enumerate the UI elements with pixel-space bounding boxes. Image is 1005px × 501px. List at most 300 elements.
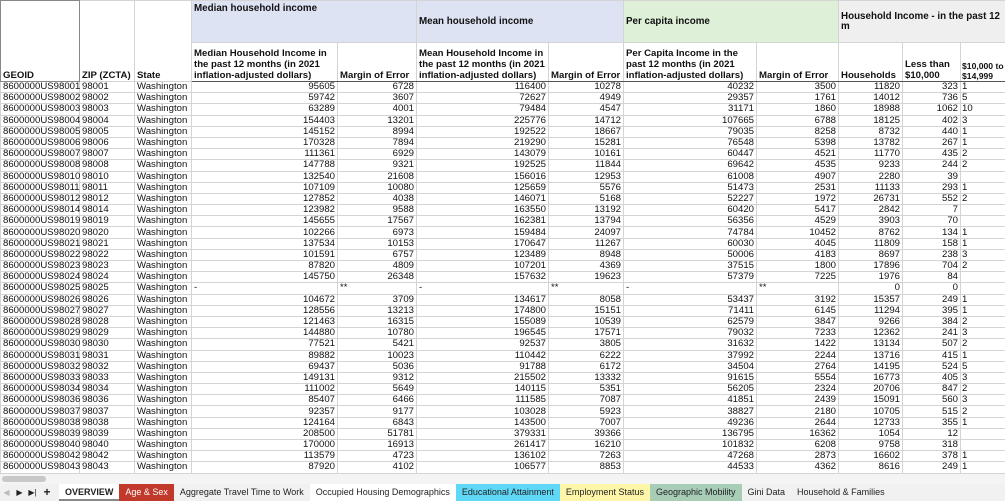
- cell-per-capita-moe[interactable]: 1972: [757, 193, 839, 204]
- cell-mean-income[interactable]: 79484: [417, 104, 549, 115]
- sheet-tab[interactable]: Age & Sex: [119, 484, 174, 501]
- cell-mean-income[interactable]: 110442: [417, 350, 549, 361]
- cell-zip[interactable]: 98010: [80, 171, 135, 182]
- cell-mean-income[interactable]: 196545: [417, 328, 549, 339]
- cell-zip[interactable]: 98003: [80, 104, 135, 115]
- cell-median-income[interactable]: 69437: [192, 361, 338, 372]
- cell-mean-moe[interactable]: 4369: [549, 261, 624, 272]
- cell-less-than-10k[interactable]: 435: [903, 149, 961, 160]
- cell-median-moe[interactable]: 6973: [338, 227, 417, 238]
- cell-mean-income[interactable]: -: [417, 283, 549, 294]
- cell-less-than-10k[interactable]: 84: [903, 272, 961, 283]
- cell-less-than-10k[interactable]: 249: [903, 462, 961, 473]
- cell-median-moe[interactable]: 7894: [338, 137, 417, 148]
- cell-state[interactable]: Washington: [135, 417, 192, 428]
- cell-geoid[interactable]: 8600000US98032: [1, 361, 80, 372]
- cell-geoid[interactable]: 8600000US98043: [1, 462, 80, 473]
- cell-less-than-10k[interactable]: 241: [903, 328, 961, 339]
- cell-per-capita-income[interactable]: 41851: [624, 395, 757, 406]
- cell-per-capita-moe[interactable]: 2531: [757, 182, 839, 193]
- cell-state[interactable]: Washington: [135, 350, 192, 361]
- cell-median-income[interactable]: 63289: [192, 104, 338, 115]
- cell-10k-to-15k[interactable]: 2: [961, 316, 1005, 327]
- cell-per-capita-moe[interactable]: 4362: [757, 462, 839, 473]
- cell-state[interactable]: Washington: [135, 428, 192, 439]
- cell-median-moe[interactable]: 4038: [338, 193, 417, 204]
- cell-median-income[interactable]: 59742: [192, 93, 338, 104]
- cell-per-capita-income[interactable]: 38827: [624, 406, 757, 417]
- cell-state[interactable]: Washington: [135, 171, 192, 182]
- cell-mean-moe[interactable]: 24097: [549, 227, 624, 238]
- cell-zip[interactable]: 98001: [80, 82, 135, 93]
- cell-mean-income[interactable]: 136102: [417, 451, 549, 462]
- cell-households[interactable]: 1976: [839, 272, 903, 283]
- cell-mean-income[interactable]: 92537: [417, 339, 549, 350]
- group-household-income[interactable]: Household Income - in the past 12 m: [839, 1, 1005, 43]
- cell-median-income[interactable]: 149131: [192, 372, 338, 383]
- cell-households[interactable]: 13134: [839, 339, 903, 350]
- cell-per-capita-income[interactable]: 56205: [624, 384, 757, 395]
- cell-median-moe[interactable]: 5649: [338, 384, 417, 395]
- cell-households[interactable]: 17896: [839, 261, 903, 272]
- cell-median-income[interactable]: 123982: [192, 205, 338, 216]
- cell-zip[interactable]: 98028: [80, 316, 135, 327]
- cell-mean-moe[interactable]: 14712: [549, 115, 624, 126]
- cell-geoid[interactable]: 8600000US98023: [1, 261, 80, 272]
- cell-median-moe[interactable]: 6757: [338, 249, 417, 260]
- sheet-tab[interactable]: Geographic Mobility: [650, 484, 742, 501]
- cell-less-than-10k[interactable]: 12: [903, 428, 961, 439]
- cell-per-capita-moe[interactable]: 7225: [757, 272, 839, 283]
- cell-zip[interactable]: 98034: [80, 384, 135, 395]
- cell-per-capita-income[interactable]: 56356: [624, 216, 757, 227]
- cell-mean-income[interactable]: 159484: [417, 227, 549, 238]
- cell-per-capita-income[interactable]: 61008: [624, 171, 757, 182]
- cell-per-capita-moe[interactable]: 6208: [757, 440, 839, 451]
- group-median-household-income[interactable]: Median household income: [192, 1, 417, 43]
- cell-median-income[interactable]: 101591: [192, 249, 338, 260]
- cell-per-capita-income[interactable]: 62579: [624, 316, 757, 327]
- cell-per-capita-moe[interactable]: 1761: [757, 93, 839, 104]
- cell-state[interactable]: Washington: [135, 272, 192, 283]
- cell-households[interactable]: 9233: [839, 160, 903, 171]
- cell-mean-income[interactable]: 107201: [417, 261, 549, 272]
- cell-median-moe[interactable]: 4809: [338, 261, 417, 272]
- cell-median-moe[interactable]: 21608: [338, 171, 417, 182]
- cell-median-moe[interactable]: 6728: [338, 82, 417, 93]
- cell-households[interactable]: 14195: [839, 361, 903, 372]
- cell-zip[interactable]: 98040: [80, 440, 135, 451]
- cell-median-moe[interactable]: 4001: [338, 104, 417, 115]
- cell-less-than-10k[interactable]: 355: [903, 417, 961, 428]
- cell-median-income[interactable]: 144880: [192, 328, 338, 339]
- cell-less-than-10k[interactable]: 395: [903, 305, 961, 316]
- cell-per-capita-moe[interactable]: 2644: [757, 417, 839, 428]
- cell-less-than-10k[interactable]: 1062: [903, 104, 961, 115]
- sheet-tab[interactable]: Employment Status: [560, 484, 650, 501]
- cell-households[interactable]: 18988: [839, 104, 903, 115]
- cell-households[interactable]: 9266: [839, 316, 903, 327]
- cell-per-capita-moe[interactable]: 4521: [757, 149, 839, 160]
- cell-geoid[interactable]: 8600000US98038: [1, 417, 80, 428]
- sheet-tab[interactable]: Educational Attainment: [456, 484, 560, 501]
- cell-median-income[interactable]: 92357: [192, 406, 338, 417]
- cell-geoid[interactable]: 8600000US98025: [1, 283, 80, 294]
- cell-per-capita-income[interactable]: 91615: [624, 372, 757, 383]
- cell-per-capita-income[interactable]: 69642: [624, 160, 757, 171]
- cell-mean-moe[interactable]: 6172: [549, 361, 624, 372]
- sheet-tab[interactable]: Gini Data: [742, 484, 792, 501]
- cell-zip[interactable]: 98020: [80, 227, 135, 238]
- cell-median-income[interactable]: 89882: [192, 350, 338, 361]
- sheet-tab[interactable]: Aggregate Travel Time to Work: [174, 484, 310, 501]
- cell-per-capita-moe[interactable]: 5417: [757, 205, 839, 216]
- header-geoid[interactable]: GEOID: [1, 1, 80, 82]
- cell-households[interactable]: 8732: [839, 126, 903, 137]
- cell-mean-income[interactable]: 170647: [417, 238, 549, 249]
- cell-mean-income[interactable]: 72627: [417, 93, 549, 104]
- cell-less-than-10k[interactable]: 560: [903, 395, 961, 406]
- cell-geoid[interactable]: 8600000US98022: [1, 249, 80, 260]
- cell-10k-to-15k[interactable]: [961, 171, 1005, 182]
- cell-less-than-10k[interactable]: 293: [903, 182, 961, 193]
- cell-per-capita-moe[interactable]: 2873: [757, 451, 839, 462]
- cell-state[interactable]: Washington: [135, 462, 192, 473]
- cell-mean-moe[interactable]: 5351: [549, 384, 624, 395]
- cell-households[interactable]: 1054: [839, 428, 903, 439]
- cell-households[interactable]: 20706: [839, 384, 903, 395]
- cell-state[interactable]: Washington: [135, 193, 192, 204]
- cell-geoid[interactable]: 8600000US98003: [1, 104, 80, 115]
- cell-per-capita-income[interactable]: 52227: [624, 193, 757, 204]
- cell-per-capita-income[interactable]: 76548: [624, 137, 757, 148]
- cell-per-capita-income[interactable]: 53437: [624, 294, 757, 305]
- cell-median-income[interactable]: 111361: [192, 149, 338, 160]
- cell-households[interactable]: 8697: [839, 249, 903, 260]
- cell-geoid[interactable]: 8600000US98010: [1, 171, 80, 182]
- cell-geoid[interactable]: 8600000US98027: [1, 305, 80, 316]
- cell-10k-to-15k[interactable]: 5: [961, 93, 1005, 104]
- cell-per-capita-income[interactable]: 60420: [624, 205, 757, 216]
- cell-mean-moe[interactable]: 8853: [549, 462, 624, 473]
- cell-mean-moe[interactable]: 13794: [549, 216, 624, 227]
- cell-mean-moe[interactable]: 15151: [549, 305, 624, 316]
- cell-per-capita-moe[interactable]: 4183: [757, 249, 839, 260]
- cell-households[interactable]: 8616: [839, 462, 903, 473]
- cell-per-capita-income[interactable]: 29357: [624, 93, 757, 104]
- cell-10k-to-15k[interactable]: 1: [961, 82, 1005, 93]
- cell-mean-moe[interactable]: 4547: [549, 104, 624, 115]
- cell-households[interactable]: 12733: [839, 417, 903, 428]
- cell-mean-income[interactable]: 123489: [417, 249, 549, 260]
- cell-households[interactable]: 15091: [839, 395, 903, 406]
- cell-zip[interactable]: 98023: [80, 261, 135, 272]
- cell-zip[interactable]: 98014: [80, 205, 135, 216]
- cell-geoid[interactable]: 8600000US98034: [1, 384, 80, 395]
- cell-mean-moe[interactable]: 8058: [549, 294, 624, 305]
- header-zip[interactable]: ZIP (ZCTA): [80, 1, 135, 82]
- cell-median-moe[interactable]: 9312: [338, 372, 417, 383]
- cell-mean-moe[interactable]: 10278: [549, 82, 624, 93]
- cell-zip[interactable]: 98043: [80, 462, 135, 473]
- cell-10k-to-15k[interactable]: 1: [961, 462, 1005, 473]
- cell-state[interactable]: Washington: [135, 384, 192, 395]
- cell-state[interactable]: Washington: [135, 238, 192, 249]
- cell-mean-income[interactable]: 140115: [417, 384, 549, 395]
- cell-state[interactable]: Washington: [135, 395, 192, 406]
- cell-median-moe[interactable]: 10153: [338, 238, 417, 249]
- cell-geoid[interactable]: 8600000US98029: [1, 328, 80, 339]
- cell-mean-income[interactable]: 143079: [417, 149, 549, 160]
- cell-state[interactable]: Washington: [135, 283, 192, 294]
- cell-10k-to-15k[interactable]: 3: [961, 395, 1005, 406]
- cell-state[interactable]: Washington: [135, 440, 192, 451]
- cell-median-income[interactable]: 121463: [192, 316, 338, 327]
- cell-median-income[interactable]: 132540: [192, 171, 338, 182]
- cell-mean-income[interactable]: 162381: [417, 216, 549, 227]
- cell-state[interactable]: Washington: [135, 205, 192, 216]
- cell-state[interactable]: Washington: [135, 294, 192, 305]
- cell-mean-income[interactable]: 116400: [417, 82, 549, 93]
- cell-median-moe[interactable]: 26348: [338, 272, 417, 283]
- cell-median-moe[interactable]: 6929: [338, 149, 417, 160]
- cell-per-capita-moe[interactable]: 4907: [757, 171, 839, 182]
- cell-median-moe[interactable]: 9177: [338, 406, 417, 417]
- cell-geoid[interactable]: 8600000US98007: [1, 149, 80, 160]
- cell-median-income[interactable]: 128556: [192, 305, 338, 316]
- cell-10k-to-15k[interactable]: 3: [961, 372, 1005, 383]
- cell-per-capita-income[interactable]: 31171: [624, 104, 757, 115]
- cell-state[interactable]: Washington: [135, 361, 192, 372]
- cell-state[interactable]: Washington: [135, 115, 192, 126]
- cell-mean-income[interactable]: 156016: [417, 171, 549, 182]
- cell-less-than-10k[interactable]: 7: [903, 205, 961, 216]
- cell-mean-income[interactable]: 219290: [417, 137, 549, 148]
- cell-median-moe[interactable]: 51781: [338, 428, 417, 439]
- cell-median-income[interactable]: 102266: [192, 227, 338, 238]
- cell-10k-to-15k[interactable]: [961, 272, 1005, 283]
- cell-households[interactable]: 2280: [839, 171, 903, 182]
- cell-median-moe[interactable]: 5421: [338, 339, 417, 350]
- cell-median-moe[interactable]: 5036: [338, 361, 417, 372]
- scrollbar-thumb[interactable]: [2, 476, 46, 482]
- cell-median-moe[interactable]: 9588: [338, 205, 417, 216]
- cell-geoid[interactable]: 8600000US98004: [1, 115, 80, 126]
- cell-10k-to-15k[interactable]: 1: [961, 137, 1005, 148]
- cell-mean-income[interactable]: 106577: [417, 462, 549, 473]
- cell-households[interactable]: 11133: [839, 182, 903, 193]
- cell-less-than-10k[interactable]: 847: [903, 384, 961, 395]
- cell-median-income[interactable]: 127852: [192, 193, 338, 204]
- cell-less-than-10k[interactable]: 249: [903, 294, 961, 305]
- cell-mean-moe[interactable]: 7263: [549, 451, 624, 462]
- cell-median-income[interactable]: 107109: [192, 182, 338, 193]
- cell-mean-income[interactable]: 174800: [417, 305, 549, 316]
- cell-per-capita-moe[interactable]: 2324: [757, 384, 839, 395]
- cell-state[interactable]: Washington: [135, 149, 192, 160]
- cell-mean-moe[interactable]: 19623: [549, 272, 624, 283]
- cell-state[interactable]: Washington: [135, 227, 192, 238]
- cell-median-income[interactable]: 104672: [192, 294, 338, 305]
- cell-geoid[interactable]: 8600000US98033: [1, 372, 80, 383]
- cell-10k-to-15k[interactable]: 2: [961, 384, 1005, 395]
- cell-less-than-10k[interactable]: 704: [903, 261, 961, 272]
- cell-households[interactable]: 13782: [839, 137, 903, 148]
- cell-per-capita-moe[interactable]: 2764: [757, 361, 839, 372]
- cell-10k-to-15k[interactable]: [961, 440, 1005, 451]
- cell-geoid[interactable]: 8600000US98002: [1, 93, 80, 104]
- cell-less-than-10k[interactable]: 70: [903, 216, 961, 227]
- cell-median-moe[interactable]: 3607: [338, 93, 417, 104]
- cell-10k-to-15k[interactable]: 1: [961, 182, 1005, 193]
- cell-less-than-10k[interactable]: 39: [903, 171, 961, 182]
- cell-median-moe[interactable]: 6466: [338, 395, 417, 406]
- cell-zip[interactable]: 98008: [80, 160, 135, 171]
- cell-per-capita-moe[interactable]: 3500: [757, 82, 839, 93]
- cell-geoid[interactable]: 8600000US98040: [1, 440, 80, 451]
- cell-median-moe[interactable]: 13201: [338, 115, 417, 126]
- cell-zip[interactable]: 98031: [80, 350, 135, 361]
- cell-10k-to-15k[interactable]: 2: [961, 193, 1005, 204]
- cell-state[interactable]: Washington: [135, 451, 192, 462]
- header-mean-moe[interactable]: Margin of Error: [549, 43, 624, 82]
- cell-households[interactable]: 26731: [839, 193, 903, 204]
- cell-less-than-10k[interactable]: 158: [903, 238, 961, 249]
- cell-state[interactable]: Washington: [135, 137, 192, 148]
- cell-median-moe[interactable]: 9321: [338, 160, 417, 171]
- cell-per-capita-moe[interactable]: 2439: [757, 395, 839, 406]
- header-median-moe[interactable]: Margin of Error: [338, 43, 417, 82]
- cell-mean-moe[interactable]: 15281: [549, 137, 624, 148]
- cell-state[interactable]: Washington: [135, 160, 192, 171]
- cell-geoid[interactable]: 8600000US98020: [1, 227, 80, 238]
- cell-mean-moe[interactable]: 6222: [549, 350, 624, 361]
- cell-state[interactable]: Washington: [135, 316, 192, 327]
- cell-per-capita-moe[interactable]: 7233: [757, 328, 839, 339]
- cell-less-than-10k[interactable]: 415: [903, 350, 961, 361]
- cell-mean-moe[interactable]: 12953: [549, 171, 624, 182]
- cell-median-moe[interactable]: 10023: [338, 350, 417, 361]
- cell-state[interactable]: Washington: [135, 249, 192, 260]
- cell-median-income[interactable]: 170328: [192, 137, 338, 148]
- cell-mean-moe[interactable]: **: [549, 283, 624, 294]
- header-households[interactable]: Households: [839, 43, 903, 82]
- cell-per-capita-income[interactable]: 60447: [624, 149, 757, 160]
- cell-median-moe[interactable]: 4102: [338, 462, 417, 473]
- cell-zip[interactable]: 98012: [80, 193, 135, 204]
- cell-median-moe[interactable]: 10780: [338, 328, 417, 339]
- cell-households[interactable]: 11809: [839, 238, 903, 249]
- cell-less-than-10k[interactable]: 244: [903, 160, 961, 171]
- cell-median-moe[interactable]: 4723: [338, 451, 417, 462]
- cell-per-capita-income[interactable]: 37992: [624, 350, 757, 361]
- cell-mean-moe[interactable]: 13192: [549, 205, 624, 216]
- cell-mean-moe[interactable]: 7007: [549, 417, 624, 428]
- cell-less-than-10k[interactable]: 238: [903, 249, 961, 260]
- group-mean-household-income[interactable]: Mean household income: [417, 1, 624, 43]
- cell-zip[interactable]: 98033: [80, 372, 135, 383]
- cell-zip[interactable]: 98002: [80, 93, 135, 104]
- cell-households[interactable]: 11820: [839, 82, 903, 93]
- cell-mean-income[interactable]: 143500: [417, 417, 549, 428]
- cell-mean-income[interactable]: 192525: [417, 160, 549, 171]
- cell-per-capita-income[interactable]: 34504: [624, 361, 757, 372]
- cell-median-moe[interactable]: 10080: [338, 182, 417, 193]
- cell-median-moe[interactable]: 3709: [338, 294, 417, 305]
- cell-zip[interactable]: 98019: [80, 216, 135, 227]
- cell-geoid[interactable]: 8600000US98042: [1, 451, 80, 462]
- cell-households[interactable]: 16773: [839, 372, 903, 383]
- cell-mean-income[interactable]: 261417: [417, 440, 549, 451]
- cell-mean-moe[interactable]: 5576: [549, 182, 624, 193]
- cell-zip[interactable]: 98011: [80, 182, 135, 193]
- cell-mean-moe[interactable]: 16210: [549, 440, 624, 451]
- cell-per-capita-income[interactable]: 44533: [624, 462, 757, 473]
- cell-geoid[interactable]: 8600000US98019: [1, 216, 80, 227]
- cell-per-capita-moe[interactable]: 6788: [757, 115, 839, 126]
- cell-per-capita-income[interactable]: 47268: [624, 451, 757, 462]
- cell-median-income[interactable]: -: [192, 283, 338, 294]
- cell-per-capita-moe[interactable]: 4529: [757, 216, 839, 227]
- cell-zip[interactable]: 98025: [80, 283, 135, 294]
- last-sheet-icon[interactable]: ▶|: [28, 488, 37, 497]
- cell-households[interactable]: 11294: [839, 305, 903, 316]
- cell-mean-moe[interactable]: 11267: [549, 238, 624, 249]
- first-sheet-icon[interactable]: ◀: [3, 488, 10, 497]
- cell-zip[interactable]: 98042: [80, 451, 135, 462]
- cell-zip[interactable]: 98022: [80, 249, 135, 260]
- cell-10k-to-15k[interactable]: 10: [961, 104, 1005, 115]
- cell-per-capita-moe[interactable]: 3192: [757, 294, 839, 305]
- cell-per-capita-moe[interactable]: 1422: [757, 339, 839, 350]
- cell-per-capita-income[interactable]: 40232: [624, 82, 757, 93]
- cell-median-income[interactable]: 87820: [192, 261, 338, 272]
- cell-mean-income[interactable]: 111585: [417, 395, 549, 406]
- cell-geoid[interactable]: 8600000US98014: [1, 205, 80, 216]
- cell-households[interactable]: 2842: [839, 205, 903, 216]
- cell-geoid[interactable]: 8600000US98011: [1, 182, 80, 193]
- cell-less-than-10k[interactable]: 507: [903, 339, 961, 350]
- cell-less-than-10k[interactable]: 0: [903, 283, 961, 294]
- cell-per-capita-income[interactable]: 71411: [624, 305, 757, 316]
- cell-per-capita-income[interactable]: 79035: [624, 126, 757, 137]
- cell-median-moe[interactable]: 16315: [338, 316, 417, 327]
- cell-mean-moe[interactable]: 3805: [549, 339, 624, 350]
- cell-households[interactable]: 16602: [839, 451, 903, 462]
- cell-per-capita-moe[interactable]: **: [757, 283, 839, 294]
- cell-per-capita-moe[interactable]: 5554: [757, 372, 839, 383]
- header-median-income[interactable]: Median Household Income in the past 12 months (in 2021 inflation-adjusted dollars): [192, 43, 338, 82]
- cell-zip[interactable]: 98038: [80, 417, 135, 428]
- cell-geoid[interactable]: 8600000US98001: [1, 82, 80, 93]
- cell-mean-moe[interactable]: 8948: [549, 249, 624, 260]
- cell-state[interactable]: Washington: [135, 305, 192, 316]
- cell-zip[interactable]: 98030: [80, 339, 135, 350]
- cell-state[interactable]: Washington: [135, 182, 192, 193]
- cell-state[interactable]: Washington: [135, 328, 192, 339]
- cell-median-income[interactable]: 85407: [192, 395, 338, 406]
- cell-geoid[interactable]: 8600000US98026: [1, 294, 80, 305]
- cell-per-capita-moe[interactable]: 16362: [757, 428, 839, 439]
- cell-mean-moe[interactable]: 4949: [549, 93, 624, 104]
- cell-per-capita-income[interactable]: 31632: [624, 339, 757, 350]
- cell-10k-to-15k[interactable]: 2: [961, 160, 1005, 171]
- cell-mean-income[interactable]: 146071: [417, 193, 549, 204]
- cell-zip[interactable]: 98029: [80, 328, 135, 339]
- cell-median-income[interactable]: 145750: [192, 272, 338, 283]
- cell-per-capita-moe[interactable]: 4535: [757, 160, 839, 171]
- cell-state[interactable]: Washington: [135, 261, 192, 272]
